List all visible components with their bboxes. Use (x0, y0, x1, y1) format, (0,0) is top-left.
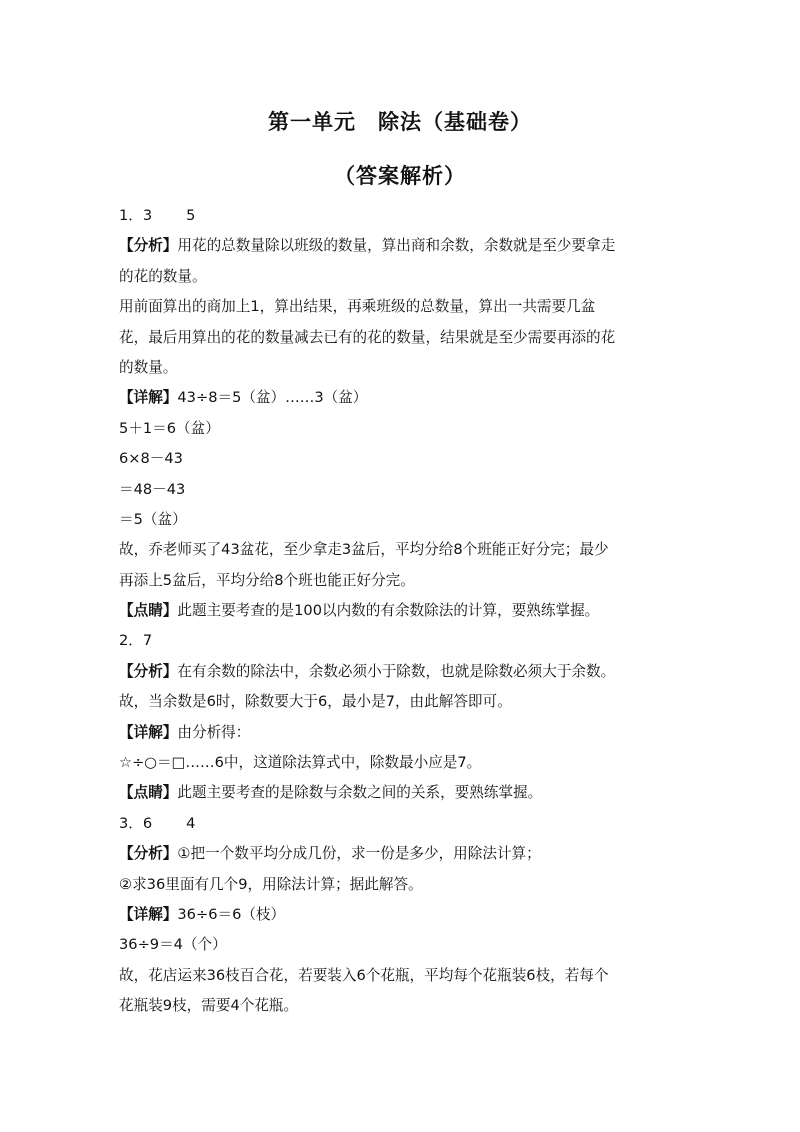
q1-analysis-text-1: 用花的总数量除以班级的数量，算出商和余数，余数就是至少要拿走 (177, 237, 616, 255)
q1-answer-2: 5 (186, 207, 196, 224)
q1-analysis-line-4: 花，最后用算出的花的数量减去已有的花的数量，结果就是至少需要再添的花 (119, 328, 616, 346)
q1-answer-line (119, 201, 679, 231)
detail-tag: 【详解】 (119, 389, 178, 407)
q1-detail-text-1: 43÷8＝5（盆）……3（盆） (177, 389, 368, 407)
q2-analysis-line-2: 故，当余数是6时，除数要大于6，最小是7，由此解答即可。 (119, 693, 512, 711)
analysis-tag: 【分析】 (119, 845, 178, 863)
analysis-tag: 【分析】 (119, 237, 178, 255)
q1-detail-line-7: 再添上5盆后，平均分给8个班也能正好分完。 (119, 571, 415, 589)
q3-detail-line-4: 花瓶装9枝，需要4个花瓶。 (119, 997, 299, 1015)
q1-detail-line-3: 6×8－43 (119, 450, 183, 468)
page-subtitle: （答案解析） (334, 164, 466, 188)
answer-body (119, 201, 679, 1022)
q3-analysis-text-1: ①把一个数平均分成几份，求一份是多少，用除法计算； (177, 845, 541, 863)
q2-analysis-text-1: 在有余数的除法中，余数必须小于除数，也就是除数必须大于余数。 (177, 662, 616, 680)
page-title: 第一单元 除法（基础卷） (268, 110, 532, 134)
q1-number: 1．3 (119, 207, 153, 224)
q2-comment-line (119, 778, 679, 808)
q1-detail-line-4: ＝48－43 (119, 480, 186, 498)
q3-detail-line-3: 故，花店运来36枝百合花，若要装入6个花瓶，平均每个花瓶装6枝，若每个 (119, 966, 609, 984)
q3-analysis-line-2: ②求36里面有几个9，用除法计算；据此解答。 (119, 875, 423, 893)
detail-tag: 【详解】 (119, 723, 178, 741)
q3-answer-2: 4 (186, 814, 196, 832)
q2-analysis-line-1 (119, 657, 679, 687)
q2-detail-line-2: ☆÷○＝□……6中，这道除法算式中，除数最小应是7。 (119, 754, 482, 772)
q2-detail-line-1 (119, 718, 679, 748)
q3-analysis-line-1 (119, 839, 679, 869)
detail-tag: 【详解】 (119, 905, 178, 923)
q3-answer-line (119, 809, 679, 839)
q3-detail-text-1: 36÷6＝6（枝） (177, 905, 286, 923)
comment-tag: 【点睛】 (119, 784, 178, 802)
q1-comment-line (119, 596, 679, 626)
q1-detail-line-6: 故，乔老师买了43盆花，至少拿走3盆后，平均分给8个班能正好分完；最少 (119, 541, 609, 559)
comment-tag: 【点睛】 (119, 602, 178, 620)
q2-number: 2．7 (119, 632, 153, 650)
q1-analysis-line-1 (119, 231, 679, 261)
q2-comment-text: 此题主要考查的是除数与余数之间的关系，要熟练掌握。 (177, 784, 543, 802)
q1-detail-line-1 (119, 383, 679, 413)
q2-answer-line (119, 626, 679, 656)
analysis-tag: 【分析】 (119, 662, 178, 680)
q1-detail-line-2: 5＋1＝6（盆） (119, 419, 220, 437)
q3-detail-line-2: 36÷9＝4（个） (119, 936, 227, 954)
q1-analysis-line-5: 的数量。 (119, 358, 178, 376)
q2-detail-text-1: 由分析得： (177, 723, 251, 741)
q1-comment-text: 此题主要考查的是100以内数的有余数除法的计算，要熟练掌握。 (177, 602, 600, 620)
q1-analysis-line-2: 的花的数量。 (119, 267, 207, 285)
q3-number: 3．6 (119, 814, 153, 832)
q1-analysis-line-3: 用前面算出的商加上1，算出结果，再乘班级的总数量，算出一共需要几盆 (119, 298, 596, 316)
q3-detail-line-1 (119, 900, 679, 930)
q1-detail-line-5: ＝5（盆） (119, 510, 187, 528)
